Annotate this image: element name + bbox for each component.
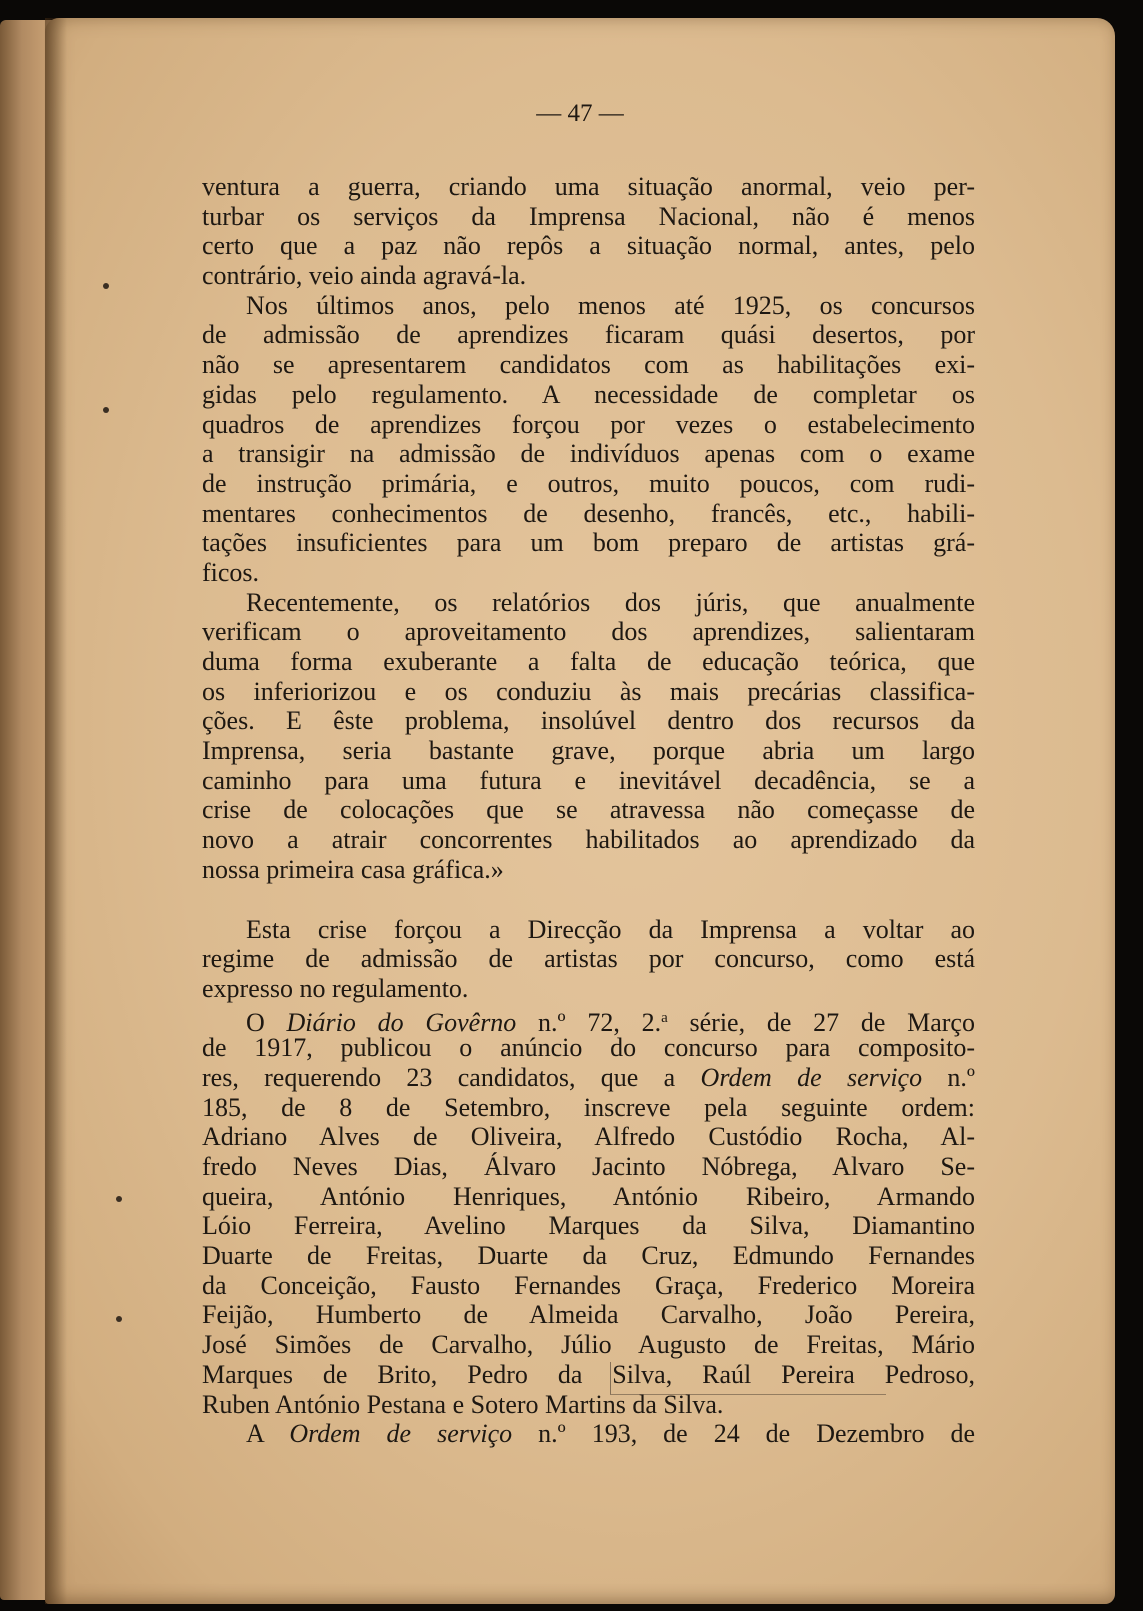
text-line: os inferiorizou e os conduziu às mais precárias classifica-	[202, 676, 975, 706]
page-number: — 47 —	[536, 100, 624, 127]
pencil-bracket-mark	[610, 1362, 886, 1395]
text-line: Duarte de Freitas, Duarte da Cruz, Edmundo Fernandes	[202, 1241, 975, 1271]
text-line	[202, 1419, 975, 1449]
text-run: O	[246, 1007, 287, 1037]
text-line: nossa primeira casa gráfica.»	[202, 854, 504, 884]
text-run: res, requerendo 23 candidatos, que a	[202, 1062, 701, 1092]
text-run: n.º 193, de 24 de Dezembro de	[512, 1419, 976, 1449]
text-line: novo a atrair concorrentes habilitados ao aprendizado da	[202, 825, 975, 855]
text-line: Ruben António Pestana e Sotero Martins da Silva.	[202, 1389, 724, 1419]
text-line: ventura a guerra, criando uma situação anormal, veio per-	[202, 172, 975, 201]
text-line	[202, 1063, 975, 1093]
superscript: a	[661, 1009, 668, 1026]
text-line: certo que a paz não repôs a situação normal, antes, pelo	[202, 231, 975, 261]
paragraph-gap	[202, 885, 975, 915]
text-line: crise de colocações que se atravessa não começasse de	[202, 795, 975, 825]
text-run: A	[246, 1419, 290, 1449]
text-line: expresso no regulamento.	[202, 973, 469, 1003]
body-text	[202, 172, 975, 1449]
text-line: a transigir na admissão de indivíduos apenas com o exame	[202, 439, 975, 469]
text-line: Lóio Ferreira, Avelino Marques da Silva, Diamantino	[202, 1211, 975, 1241]
text-line: Marques de Brito, Pedro da Silva, Raúl Pereira Pedroso,	[202, 1359, 975, 1389]
text-line: queira, António Henriques, António Ribeiro, Armando	[202, 1181, 975, 1211]
text-line: Imprensa, seria bastante grave, porque abria um largo	[202, 736, 975, 766]
text-line: Nos últimos anos, pelo menos até 1925, os concursos	[246, 290, 975, 320]
text-line	[202, 1004, 975, 1037]
text-line: gidas pelo regulamento. A necessidade de completar os	[202, 379, 975, 409]
text-line: 185, de 8 de Setembro, inscreve pela seguinte ordem:	[202, 1092, 975, 1122]
text-line: fredo Neves Dias, Álvaro Jacinto Nóbrega, Alvaro Se-	[202, 1152, 975, 1181]
text-line: regime de admissão de artistas por concurso, como está	[202, 944, 975, 974]
newspaper-title: Diário do Govêrno	[286, 1007, 517, 1037]
text-line: caminho para uma futura e inevitável decadência, se a	[202, 765, 975, 795]
text-line: de instrução primária, e outros, muito poucos, com rudi-	[202, 468, 975, 498]
margin-mark	[116, 1316, 122, 1322]
text-line: de admissão de aprendizes ficaram quási desertos, por	[202, 320, 975, 350]
text-line: contrário, veio ainda agravá-la.	[202, 261, 527, 291]
text-line: quadros de aprendizes forçou por vezes o estabelecimento	[202, 409, 975, 439]
text-line: ções. E êste problema, insolúvel dentro dos recursos da	[202, 706, 975, 736]
text-line: Feijão, Humberto de Almeida Carvalho, João Pereira,	[202, 1300, 975, 1330]
text-line: não se apresentarem candidatos com as habilitações exi-	[202, 350, 975, 380]
text-line: José Simões de Carvalho, Júlio Augusto de Freitas, Mário	[202, 1330, 975, 1360]
document-title: Ordem de serviço	[289, 1419, 513, 1449]
text-line: ficos.	[202, 557, 260, 587]
text-line: Adriano Alves de Oliveira, Alfredo Custódio Rocha, Al-	[202, 1122, 975, 1152]
text-line: turbar os serviços da Imprensa Nacional, não é menos	[202, 201, 975, 231]
text-line: verificam o aproveitamento dos aprendizes, salientaram	[202, 617, 975, 647]
text-line: mentares conhecimentos de desenho, francês, etc., habili-	[202, 498, 975, 528]
document-title: Ordem de serviço	[700, 1062, 923, 1092]
text-run: série, de 27 de Março	[667, 1007, 975, 1037]
text-line: Esta crise forçou a Direcção da Imprensa a voltar ao	[246, 914, 975, 944]
text-line: Recentemente, os relatórios dos júris, que anualmente	[246, 587, 975, 617]
text-line: tações insuficientes para um bom preparo de artistas grá-	[202, 528, 975, 558]
text-run: n.º 72, 2.	[516, 1007, 662, 1037]
text-line: duma forma exuberante a falta de educação teórica, que	[202, 647, 975, 676]
text-run: n.º	[922, 1062, 975, 1092]
text-line: de 1917, publicou o anúncio do concurso para composito-	[202, 1033, 975, 1063]
page-gutter-shadow	[45, 18, 67, 1604]
margin-mark	[103, 283, 109, 289]
margin-mark	[103, 407, 109, 413]
text-line: da Conceição, Fausto Fernandes Graça, Frederico Moreira	[202, 1270, 975, 1300]
margin-mark	[116, 1196, 122, 1202]
